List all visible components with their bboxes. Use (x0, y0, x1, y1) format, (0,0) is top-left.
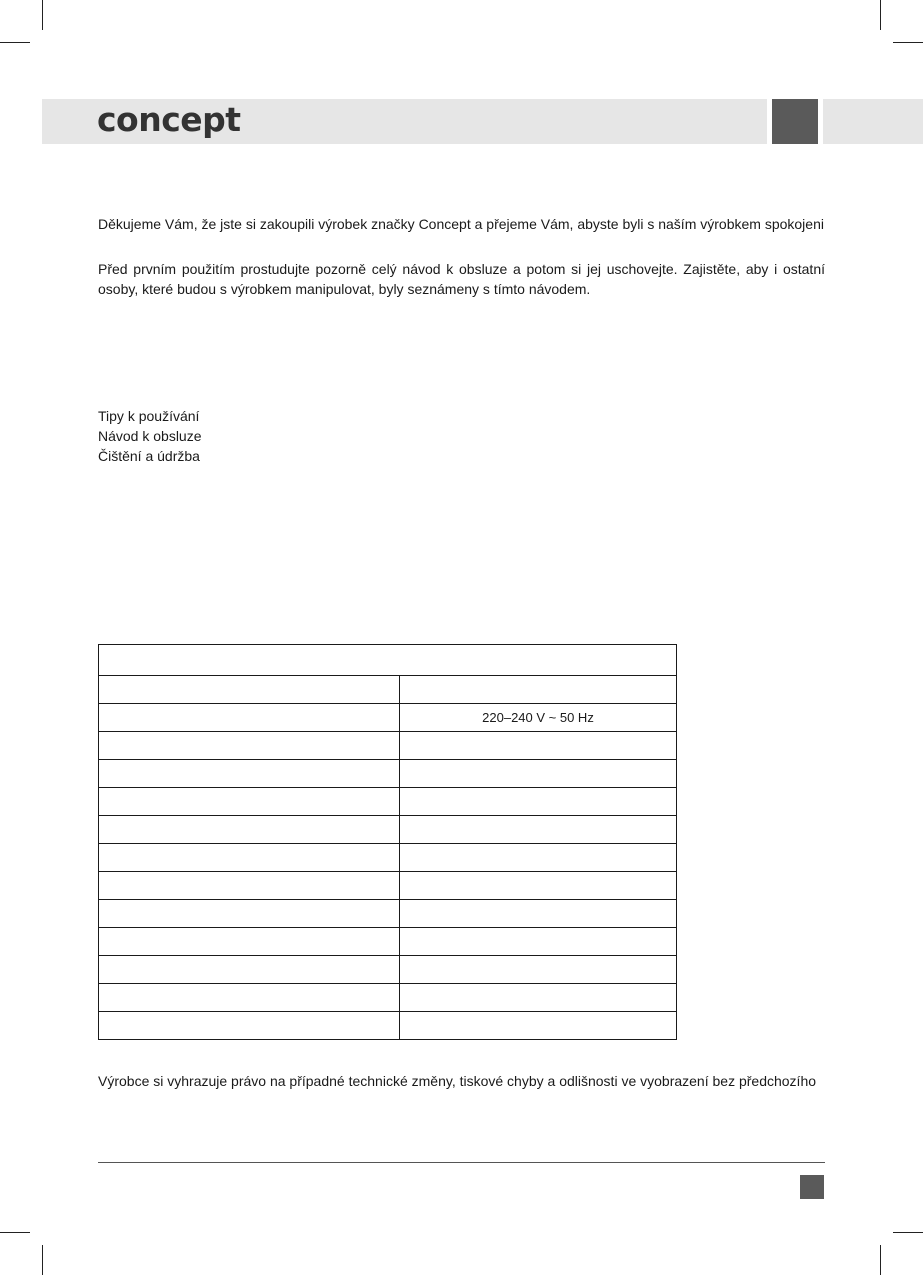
table-row (99, 704, 677, 732)
footer-divider (98, 1162, 825, 1163)
spec-label-cell (99, 760, 400, 788)
table-row (99, 900, 677, 928)
specification-table (98, 644, 677, 1040)
toc-item-cleaning: Čištění a údržba (98, 448, 200, 464)
table-row (99, 788, 677, 816)
page-number-marker (800, 1175, 824, 1199)
toc-item-instructions: Návod k obsluze (98, 428, 202, 444)
spec-label-cell (99, 1012, 400, 1040)
table-row (99, 872, 677, 900)
instructions-line: osoby, které budou s výrobkem manipulovat, byly seznámeny s tímto návodem. (98, 281, 591, 297)
table-header-cell (99, 645, 677, 676)
crop-mark (893, 42, 923, 43)
spec-label-cell (99, 704, 400, 732)
instructions-line: Před prvním použitím prostudujte pozorně celý návod k obsluze a potom si jej uschovejte. Zajistěte, aby i ostatní (98, 261, 825, 277)
spec-label-cell (99, 872, 400, 900)
table-row (99, 732, 677, 760)
spec-value-cell (400, 984, 677, 1012)
spec-label-cell (99, 732, 400, 760)
thanks-paragraph: Děkujeme Vám, že jste si zakoupili výrobek značky Concept a přejeme Vám, abyste byli s naším výrobkem spokojeni (98, 216, 824, 232)
crop-mark (0, 42, 30, 43)
spec-value-cell (400, 1012, 677, 1040)
spec-value-cell (400, 816, 677, 844)
table-row (99, 760, 677, 788)
crop-mark (880, 1245, 881, 1275)
table-of-contents (98, 406, 202, 466)
spec-label-cell (99, 816, 400, 844)
spec-label-cell (99, 956, 400, 984)
spec-label-cell (99, 788, 400, 816)
crop-mark (0, 1232, 30, 1233)
spec-value-cell (400, 732, 677, 760)
crop-mark (880, 0, 881, 30)
table-row (99, 1012, 677, 1040)
table-row (99, 844, 677, 872)
instructions-paragraph (98, 259, 825, 299)
spec-value-cell (400, 900, 677, 928)
spec-value-cell (400, 928, 677, 956)
crop-mark (42, 0, 43, 30)
table-header-row (99, 645, 677, 676)
table-row (99, 816, 677, 844)
spec-label-cell (99, 900, 400, 928)
table-row (99, 928, 677, 956)
spec-value-cell (400, 788, 677, 816)
crop-mark (42, 1245, 43, 1275)
page-tab-marker (772, 99, 818, 144)
spec-label-cell (99, 984, 400, 1012)
brand-logo: concept (97, 100, 241, 139)
table-row (99, 676, 677, 704)
spec-value-cell (400, 760, 677, 788)
disclaimer-paragraph: Výrobce si vyhrazuje právo na případné technické změny, tiskové chyby a odlišnosti ve vyobrazení bez předchozího (98, 1073, 817, 1089)
spec-value-cell: 220–240 V ~ 50 Hz (400, 704, 677, 732)
spec-value-cell (400, 956, 677, 984)
spec-value-cell (400, 872, 677, 900)
crop-mark (893, 1232, 923, 1233)
spec-value-cell (400, 676, 677, 704)
toc-item-tips: Tipy k používání (98, 408, 200, 424)
header-tab (767, 99, 823, 144)
spec-label-cell (99, 676, 400, 704)
spec-label-cell (99, 928, 400, 956)
spec-label-cell (99, 844, 400, 872)
table-row (99, 956, 677, 984)
table-row (99, 984, 677, 1012)
spec-value-cell (400, 844, 677, 872)
